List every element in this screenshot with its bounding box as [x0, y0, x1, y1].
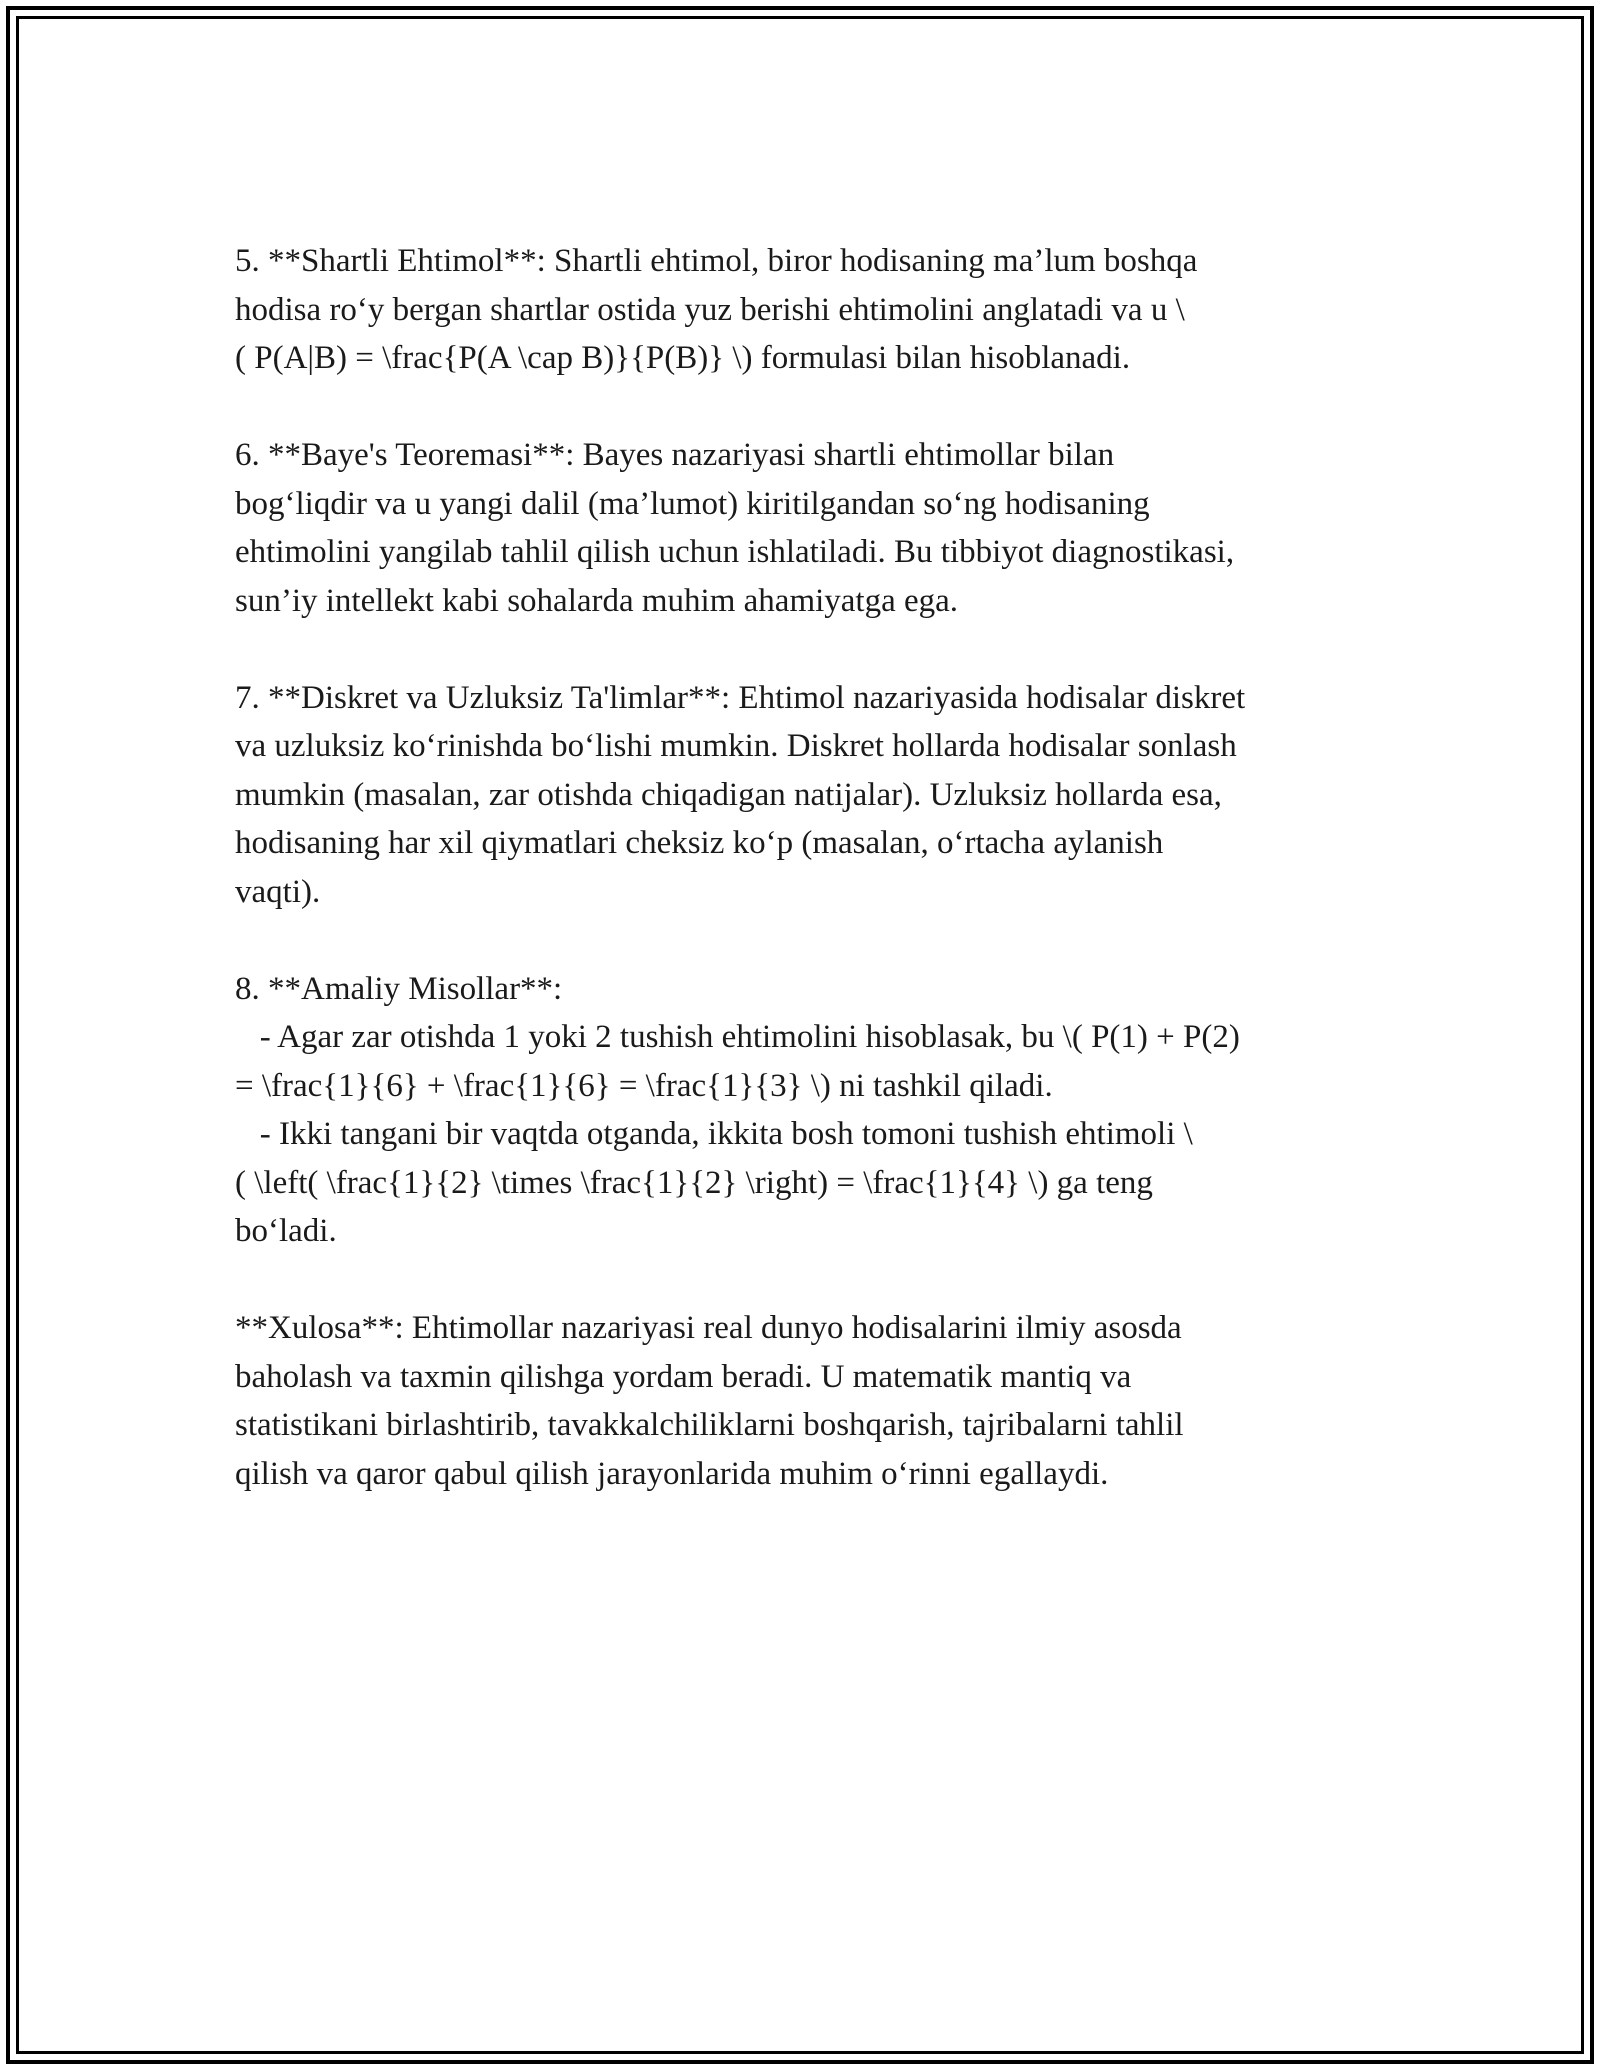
text-line: statistikani birlashtirib, tavakkalchiliklarni boshqarish, tajribalarni tahlil — [235, 1407, 1184, 1443]
paragraph-section-6 — [235, 431, 1365, 625]
text-line: 8. **Amaliy Misollar**: — [235, 970, 563, 1007]
text-line: va uzluksiz ko‘rinishda bo‘lishi mumkin. Diskret hollarda hodisalar sonlash — [235, 728, 1237, 764]
text-line: 6. **Baye's Teoremasi**: Bayes nazariyasi shartli ehtimollar bilan — [235, 437, 1115, 473]
text-line: hodisa ro‘y bergan shartlar ostida yuz berishi ehtimolini anglatadi va u \ — [235, 291, 1185, 328]
text-line: ehtimolini yangilab tahlil qilish uchun ishlatiladi. Bu tibbiyot diagnostikasi, — [235, 534, 1235, 570]
paragraph-section-5 — [235, 237, 1365, 383]
text-line: baholash va taxmin qilishga yordam beradi. U matematik mantiq va — [235, 1358, 1132, 1395]
text-line: - Agar zar otishda 1 yoki 2 tushish ehtimolini hisoblasak, bu \( P(1) + P(2) — [235, 1019, 1240, 1055]
text-line: **Xulosa**: Ehtimollar nazariyasi real dunyo hodisalarini ilmiy asosda — [235, 1310, 1182, 1346]
text-line: - Ikki tangani bir vaqtda otganda, ikkita bosh tomoni tushish ehtimoli \ — [235, 1116, 1193, 1152]
text-line: ( P(A|B) = \frac{P(A \cap B)}{P(B)} \) formulasi bilan hisoblanadi. — [235, 340, 1131, 376]
text-line: mumkin (masalan, zar otishda chiqadigan natijalar). Uzluksiz hollarda esa, — [235, 776, 1222, 813]
text-line: hodisaning har xil qiymatlari cheksiz ko‘p (masalan, o‘rtacha aylanish — [235, 825, 1164, 861]
text-line: bog‘liqdir va u yangi dalil (ma’lumot) kiritilgandan so‘ng hodisaning — [235, 485, 1150, 522]
document-body — [235, 237, 1365, 1547]
text-line: sun’iy intellekt kabi sohalarda muhim ahamiyatga ega. — [235, 582, 959, 619]
text-line: vaqti). — [235, 873, 321, 910]
paragraph-conclusion — [235, 1304, 1365, 1498]
text-line: 7. **Diskret va Uzluksiz Ta'limlar**: Ehtimol nazariyasida hodisalar diskret — [235, 679, 1246, 716]
paragraph-section-7 — [235, 674, 1365, 917]
paragraph-section-8 — [235, 965, 1365, 1256]
text-line: ( \left( \frac{1}{2} \times \frac{1}{2} \right) = \frac{1}{4} \) ga teng — [235, 1164, 1153, 1201]
text-line: bo‘ladi. — [235, 1213, 337, 1249]
text-line: 5. **Shartli Ehtimol**: Shartli ehtimol, biror hodisaning ma’lum boshqa — [235, 243, 1198, 279]
text-line: qilish va qaror qabul qilish jarayonlarida muhim o‘rinni egallaydi. — [235, 1455, 1109, 1492]
text-line: = \frac{1}{6} + \frac{1}{6} = \frac{1}{3} \) ni tashkil qiladi. — [235, 1067, 1053, 1104]
